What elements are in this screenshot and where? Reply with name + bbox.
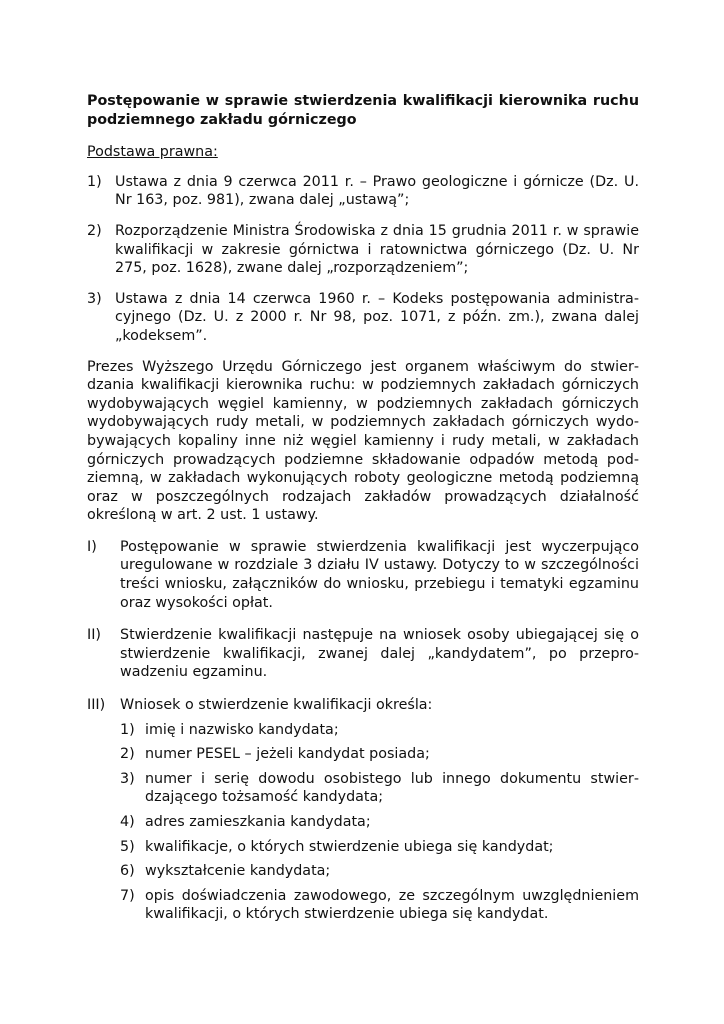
section-item: [87, 626, 639, 682]
item-text: kwalifikacje, o których stwierdzenie ubiega się kandydat;: [145, 838, 554, 855]
section-text: Wniosek o stwierdzenie kwalifikacji określa:: [120, 697, 433, 714]
application-item: [120, 838, 639, 857]
legal-basis-item: [87, 222, 639, 278]
item-number: 2): [87, 222, 102, 239]
application-item: [120, 887, 639, 924]
item-text: imię i nazwisko kandydata;: [145, 721, 339, 738]
application-item: [120, 721, 639, 740]
legal-basis-item: [87, 290, 639, 346]
item-number: 3): [87, 290, 102, 307]
application-item: [120, 862, 639, 881]
document-title: Postępowanie w sprawie stwierdzenia kwalifikacji kierownika ruchu podziemnego zakładu górniczego: [87, 93, 639, 128]
legal-basis-heading: Podstawa prawna:: [87, 144, 218, 161]
application-item: [120, 813, 639, 832]
section-number: II): [87, 627, 102, 644]
sections-list: [87, 538, 639, 924]
item-text: adres zamieszkania kandydata;: [145, 814, 371, 830]
item-text: opis doświadczenia zawodowego, ze szczególnym uwzględnieniem kwalifikacji, o których stwierdzenie ubiega się kandydat.: [145, 887, 639, 923]
section-item: [87, 696, 639, 924]
legal-basis-item: [87, 173, 639, 210]
item-number: 6): [120, 863, 135, 880]
item-number: 4): [120, 814, 135, 830]
intro-paragraph: Prezes Wyższego Urzędu Górniczego jest organem właściwym do stwierdzania kwalifikacji kierownika ruchu: w podziemnych zakładach górniczych wydobywających węgiel kamienny, w podziemnych zakładach górniczych wydobywających rudy metali, w podziemnych zakładach górniczych wydobywających kopaliny inne niż węgiel kamienny i rudy metali, w zakładach górniczych prowadzących podziemne składowanie odpadów metodą podziemną, w zakładach wykonujących roboty geologiczne metodą podziemną oraz w poszczególnych rodzajach zakładów prowadzących działalność określoną w art. 2 ust. 1 ustawy.: [87, 358, 639, 524]
item-text: numer i serię dowodu osobistego lub innego dokumentu stwierdzającego tożsamość kandydata;: [145, 770, 639, 806]
item-number: 1): [120, 721, 135, 738]
item-text: Rozporządzenie Ministra Środowiska z dnia 15 grudnia 2011 r. w sprawie kwalifikacji w zakresie górnictwa i ratownictwa górniczego (Dz. U. Nr 275, poz. 1628), zwane dalej „rozporządzeniem”;: [115, 222, 639, 277]
item-number: 5): [120, 838, 135, 855]
item-text: Ustawa z dnia 9 czerwca 2011 r. – Prawo geologiczne i górnicze (Dz. U. Nr 163, poz. 981), zwana dalej „ustawą”;: [115, 173, 639, 209]
item-text: numer PESEL – jeżeli kandydat posiada;: [145, 746, 430, 763]
application-item: [120, 770, 639, 807]
section-number: III): [87, 697, 106, 714]
application-items-list: [120, 721, 639, 924]
item-text: Ustawa z dnia 14 czerwca 1960 r. – Kodeks postępowania administracyjnego (Dz. U. z 2000 r. Nr 98, poz. 1071, z późn. zm.), zwana dalej „kodeksem”.: [115, 290, 639, 344]
document-page: [87, 92, 639, 938]
section-number: I): [87, 538, 97, 555]
item-number: 2): [120, 746, 135, 763]
item-text: wykształcenie kandydata;: [145, 863, 331, 880]
item-number: 1): [87, 173, 102, 190]
legal-basis-list: [87, 173, 639, 346]
section-item: [87, 538, 639, 612]
application-item: [120, 745, 639, 764]
item-number: 3): [120, 770, 135, 787]
section-text: Stwierdzenie kwalifikacji następuje na wniosek osoby ubiegającej się o stwierdzenie kwalifikacji, zwanej dalej „kandydatem”, po przeprowadzeniu egzaminu.: [120, 627, 639, 681]
item-number: 7): [120, 887, 135, 904]
section-text: Postępowanie w sprawie stwierdzenia kwalifikacji jest wyczerpująco uregulowane w rozdziale 3 działu IV ustawy. Dotyczy to w szczególności treści wniosku, załączników do wniosku, przebiegu i tematyki egzaminu oraz wysokości opłat.: [120, 538, 639, 611]
